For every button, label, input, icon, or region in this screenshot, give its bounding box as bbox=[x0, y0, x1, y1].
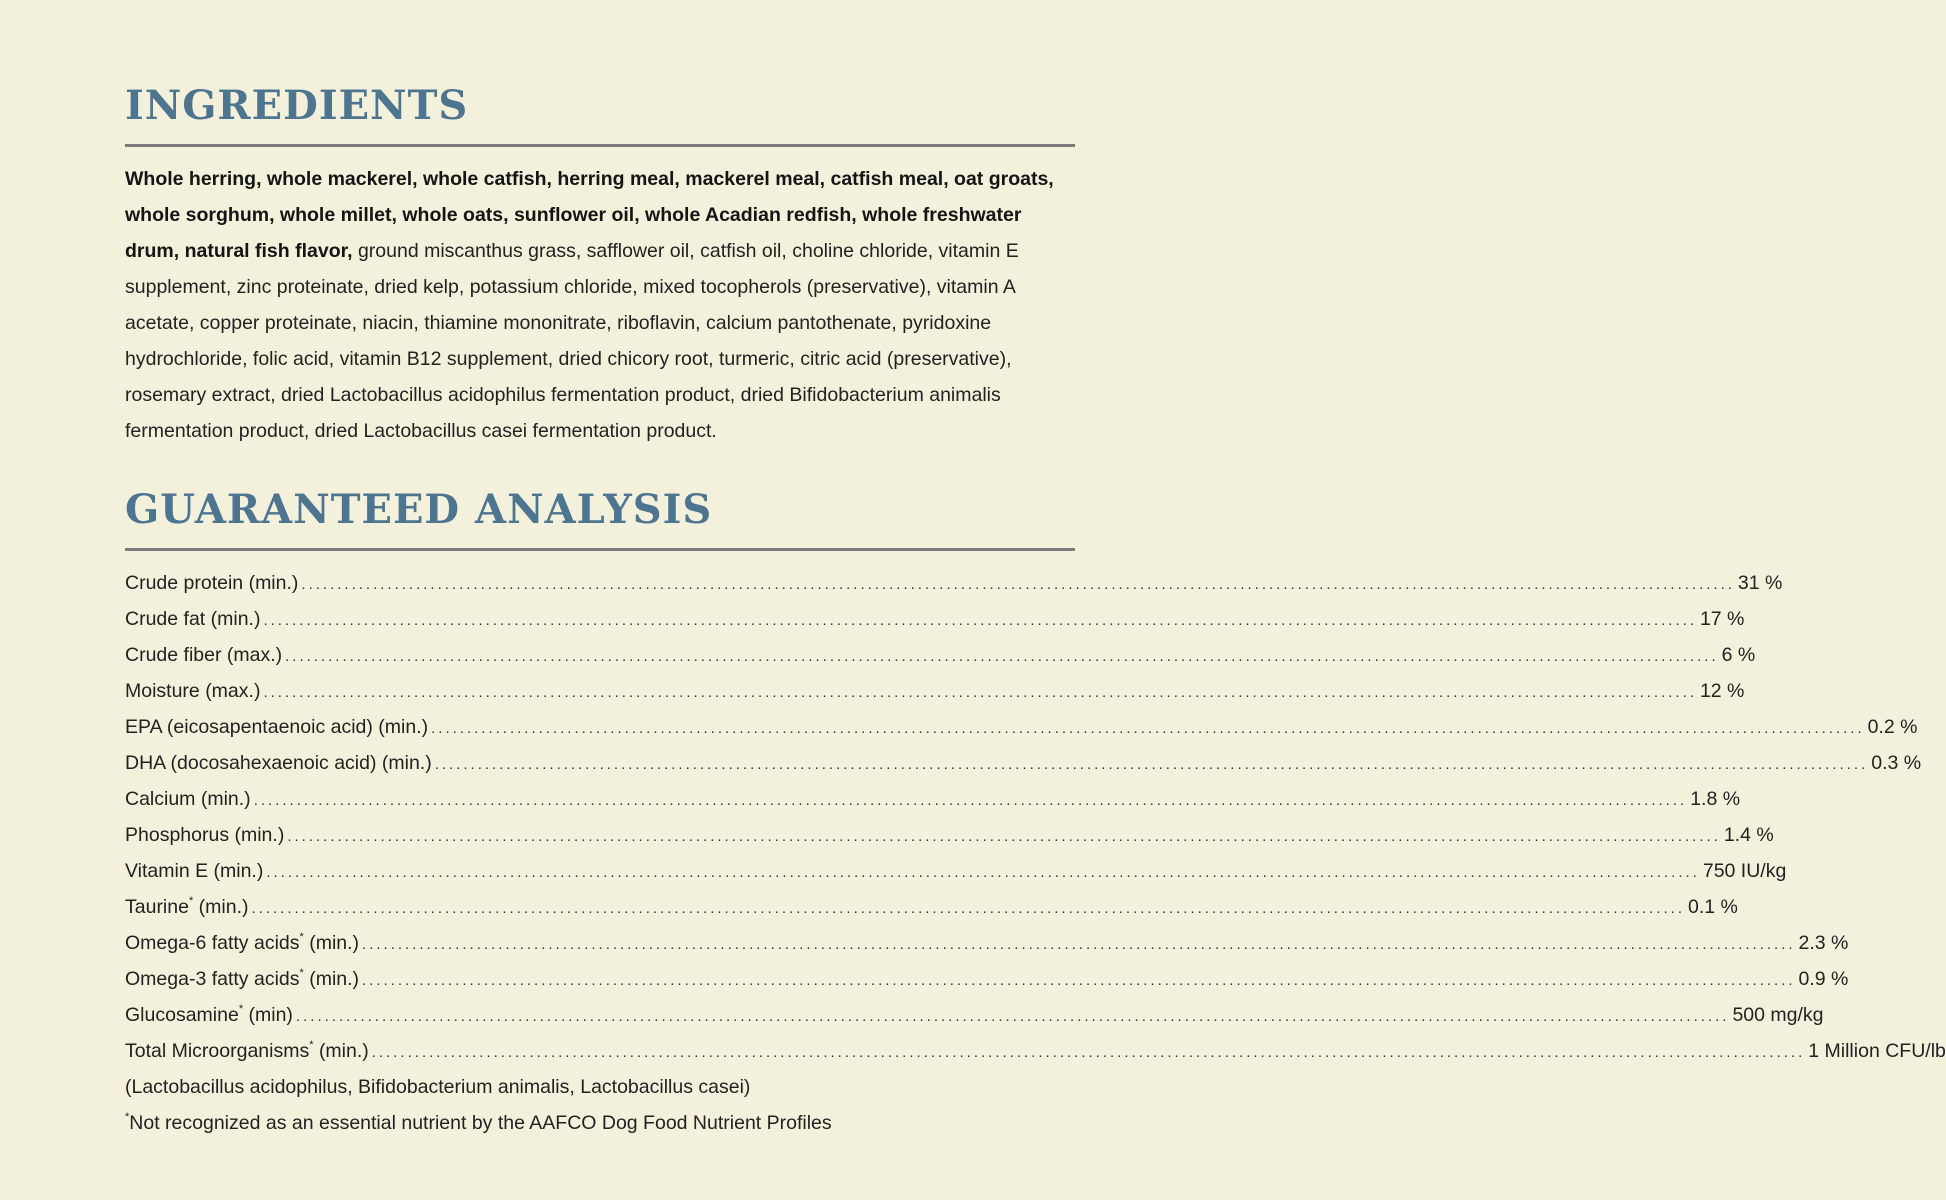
analysis-label: Total Microorganisms bbox=[125, 1040, 310, 1062]
analysis-label: Moisture (max.) bbox=[125, 680, 261, 702]
analysis-row bbox=[125, 601, 1745, 637]
analysis-value: 500 mg/kg bbox=[1732, 1004, 1824, 1026]
analysis-label-suffix: (min.) bbox=[309, 968, 360, 990]
microorganisms-note: (Lactobacillus acidophilus, Bifidobacterium animalis, Lactobacillus casei) bbox=[125, 1076, 751, 1098]
dot-leader: ........................................................................................................................................................................................................ bbox=[263, 612, 1697, 629]
analysis-label: Vitamin E (min.) bbox=[125, 860, 264, 882]
ingredients-list bbox=[125, 161, 1075, 449]
analysis-table bbox=[125, 565, 1946, 1141]
analysis-label-suffix: (min.) bbox=[198, 896, 249, 918]
analysis-label: Omega-3 fatty acids bbox=[125, 968, 300, 990]
analysis-label: Taurine bbox=[125, 896, 189, 918]
analysis-label-suffix: (min.) bbox=[309, 932, 360, 954]
asterisk: * bbox=[188, 895, 194, 907]
analysis-label: Crude protein (min.) bbox=[125, 572, 299, 594]
asterisk: * bbox=[299, 931, 304, 943]
analysis-label: Calcium (min.) bbox=[125, 788, 251, 810]
analysis-label-group bbox=[125, 925, 359, 961]
dot-leader: ........................................................................................................................................................................................................ bbox=[362, 972, 1796, 989]
analysis-section bbox=[125, 486, 1946, 1141]
footnote-text: Not recognized as an essential nutrient by the AAFCO Dog Food Nutrient Profiles bbox=[129, 1112, 832, 1134]
analysis-value: 0.9 % bbox=[1798, 968, 1849, 990]
analysis-value: 1.4 % bbox=[1723, 824, 1774, 846]
asterisk: * bbox=[299, 967, 304, 979]
analysis-label-suffix: (min) bbox=[248, 1004, 293, 1026]
analysis-row bbox=[125, 853, 1787, 889]
dot-leader: ........................................................................................................................................................................................................ bbox=[431, 720, 1865, 737]
ingredients-divider bbox=[125, 144, 1075, 147]
analysis-row bbox=[125, 745, 1922, 781]
analysis-row bbox=[125, 673, 1745, 709]
analysis-row bbox=[125, 781, 1741, 817]
analysis-row bbox=[125, 961, 1849, 997]
analysis-label-group bbox=[125, 1033, 369, 1069]
analysis-value: 1 Million CFU/lb bbox=[1808, 1040, 1946, 1062]
analysis-row bbox=[125, 1033, 1946, 1069]
asterisk: * bbox=[309, 1039, 314, 1051]
analysis-value: 12 % bbox=[1699, 680, 1745, 702]
analysis-label: Crude fat (min.) bbox=[125, 608, 261, 630]
analysis-value: 1.8 % bbox=[1690, 788, 1741, 810]
ingredients-heading: INGREDIENTS bbox=[125, 82, 469, 129]
analysis-value: 31 % bbox=[1737, 572, 1783, 594]
analysis-label: Phosphorus (min.) bbox=[125, 824, 285, 846]
analysis-row bbox=[125, 817, 1774, 853]
analysis-row bbox=[125, 997, 1824, 1033]
analysis-label: DHA (docosahexaenoic acid) (min.) bbox=[125, 752, 432, 774]
dot-leader: ........................................................................................................................................................................................................ bbox=[285, 648, 1719, 665]
ingredients-secondary: ground miscanthus grass, safflower oil, catfish oil, choline chloride, vitamin E supplement, zinc proteinate, dried kelp, potassium chloride, mixed tocopherols (preservative), vitamin A acetate, copper proteinate, niacin, thiamine mononitrate, riboflavin, calcium pantothenate, pyridoxine hydrochloride, folic acid, vitamin B12 supplement, dried chicory root, turmeric, citric acid (preservative), rosemary extract, dried Lactobacillus acidophilus fermentation product, dried Bifidobacterium animalis fermentation product, dried Lactobacillus casei fermentation product. bbox=[125, 240, 1019, 442]
footnote bbox=[125, 1105, 1075, 1141]
analysis-value: 6 % bbox=[1721, 644, 1756, 666]
analysis-value: 750 IU/kg bbox=[1702, 860, 1787, 882]
analysis-row bbox=[125, 637, 1756, 673]
ingredients-section bbox=[125, 82, 1075, 449]
analysis-value: 0.2 % bbox=[1867, 716, 1918, 738]
analysis-label-group bbox=[125, 961, 359, 997]
asterisk: * bbox=[125, 1111, 130, 1123]
dot-leader: ........................................................................................................................................................................................................ bbox=[287, 828, 1721, 845]
dot-leader: ........................................................................................................................................................................................................ bbox=[434, 756, 1869, 773]
dot-leader: ........................................................................................................................................................................................................ bbox=[362, 936, 1796, 953]
analysis-value: 2.3 % bbox=[1798, 932, 1849, 954]
analysis-row bbox=[125, 709, 1918, 745]
analysis-value: 0.3 % bbox=[1871, 752, 1922, 774]
dot-leader: ........................................................................................................................................................................................................ bbox=[301, 576, 1735, 593]
asterisk: * bbox=[238, 1003, 244, 1015]
analysis-label: EPA (eicosapentaenoic acid) (min.) bbox=[125, 716, 429, 738]
analysis-value: 17 % bbox=[1699, 608, 1745, 630]
dot-leader: ........................................................................................................................................................................................................ bbox=[253, 792, 1688, 809]
analysis-label-group bbox=[125, 997, 293, 1033]
dot-leader: ........................................................................................................................................................................................................ bbox=[371, 1044, 1806, 1061]
analysis-label: Omega-6 fatty acids bbox=[125, 932, 300, 954]
analysis-row bbox=[125, 565, 1783, 601]
analysis-label: Glucosamine bbox=[125, 1004, 239, 1026]
dot-leader: ........................................................................................................................................................................................................ bbox=[295, 1008, 1730, 1025]
analysis-row bbox=[125, 925, 1849, 961]
dot-leader: ........................................................................................................................................................................................................ bbox=[251, 900, 1685, 917]
dot-leader: ........................................................................................................................................................................................................ bbox=[263, 684, 1697, 701]
analysis-label-group bbox=[125, 889, 249, 925]
dot-leader: ........................................................................................................................................................................................................ bbox=[266, 864, 1700, 881]
analysis-heading: GUARANTEED ANALYSIS bbox=[125, 486, 713, 533]
analysis-label: Crude fiber (max.) bbox=[125, 644, 283, 666]
ingredients-primary: Whole herring, whole mackerel, whole catfish, herring meal, mackerel meal, catfish meal, oat groats, whole sorghum, whole millet, whole oats, sunflower oil, whole Acadian redfish, whole freshwater drum, natural fish flavor, bbox=[125, 168, 1054, 262]
analysis-row bbox=[125, 889, 1738, 925]
analysis-value: 0.1 % bbox=[1688, 896, 1738, 918]
analysis-divider bbox=[125, 548, 1075, 551]
analysis-label-suffix: (min.) bbox=[318, 1040, 369, 1062]
